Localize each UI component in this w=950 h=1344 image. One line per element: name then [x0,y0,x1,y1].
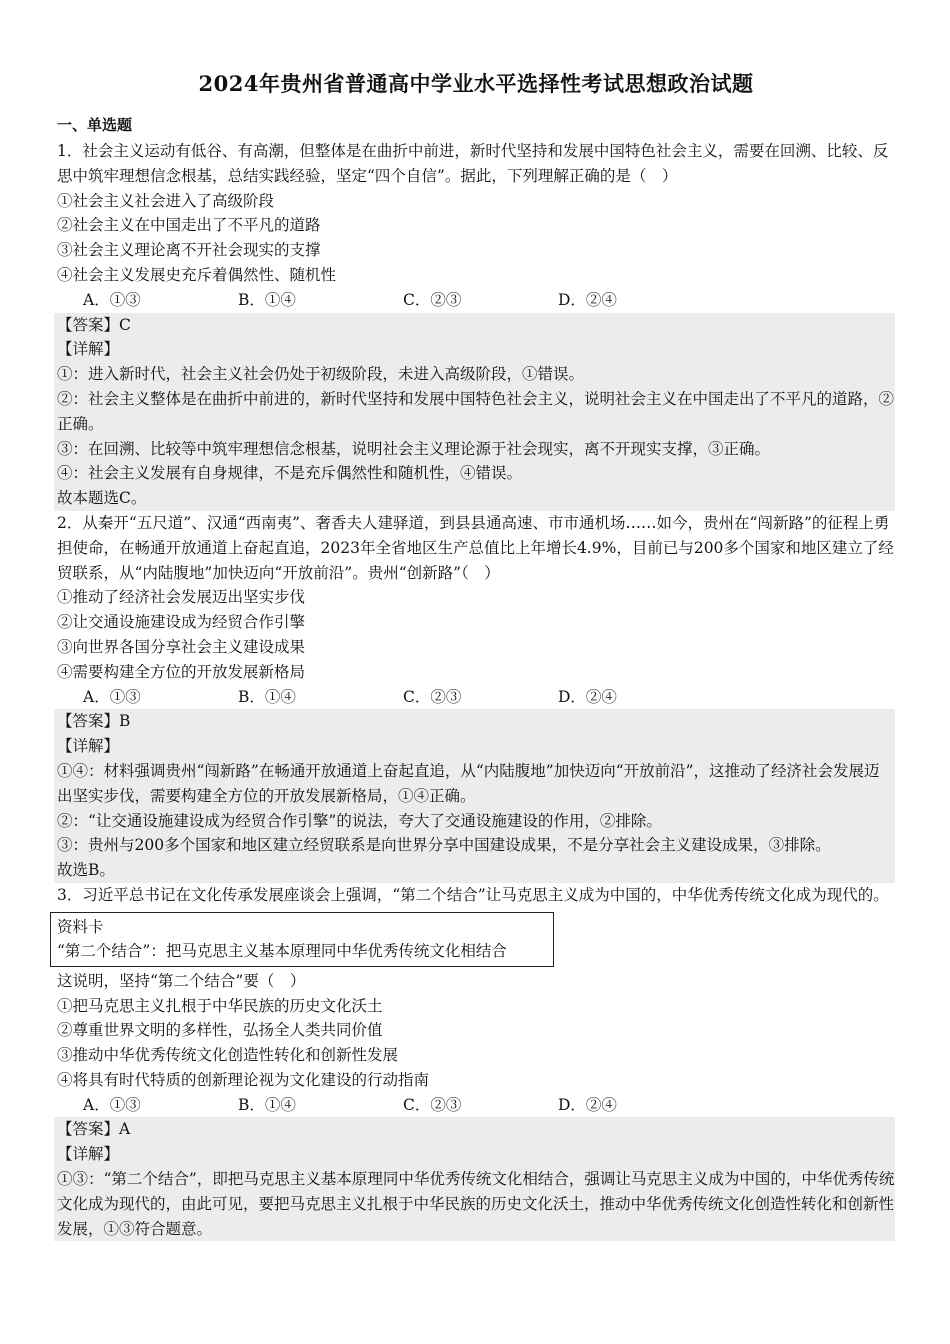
option-a: A．①③ [83,290,141,309]
detail-line: ④：社会主义发展有自身规律，不是充斥偶然性和随机性，④错误。 [57,464,523,483]
question-2 [57,511,895,883]
detail-line: ②：“让交通设施建设成为经贸合作引擎”的说法，夸大了交通设施建设的作用，②排除。 [57,811,662,830]
card-text: “第二个结合”：把马克思主义基本原理同中华优秀传统文化相结合 [57,941,507,960]
detail-line: 故选B。 [57,861,115,880]
choice-item: ①把马克思主义扎根于中华民族的历史文化沃土 [57,996,383,1015]
option-d: D．②④ [558,290,617,309]
detail-line: 故本题选C。 [57,489,147,508]
answer-label: 【答案】B [57,712,131,731]
exam-page [57,68,895,1241]
choice-item: ③推动中华优秀传统文化创造性转化和创新性发展 [57,1046,399,1065]
option-b: B．①④ [238,1095,296,1114]
card-title: 资料卡 [57,917,104,936]
answer-block [54,1117,895,1241]
option-c: C．②③ [403,290,462,309]
question-3 [57,883,895,1242]
detail-label: 【详解】 [57,737,120,756]
option-b: B．①④ [238,687,296,706]
detail-line: ③：贵州与200多个国家和地区建立经贸联系是向世界分享中国建设成果，不是分享社会主义建设成果，③排除。 [57,836,831,855]
option-a: A．①③ [83,687,141,706]
option-d: D．②④ [558,687,617,706]
answer-block [54,313,895,511]
choice-item: ②社会主义在中国走出了不平凡的道路 [57,216,321,235]
question-prompt: 这说明，坚持“第二个结合”要（ ） [57,971,306,990]
choice-item: ②让交通设施建设成为经贸合作引擎 [57,613,306,632]
option-c: C．②③ [403,687,462,706]
detail-line: ①③：“第二个结合”，即把马克思主义基本原理同中华优秀传统文化相结合，强调让马克思主义成为中国的，中华优秀传统文化成为现代的，由此可见，要把马克思主义扎根于中华民族的历史文化沃土，推动中华优秀传统文化创造性转化和创新性发展，①③符合题意。 [57,1170,895,1238]
question-stem: 3．习近平总书记在文化传承发展座谈会上强调，“第二个结合”让马克思主义成为中国的，中华优秀传统文化成为现代的。 [57,885,889,904]
detail-label: 【详解】 [57,340,120,359]
choice-item: ④社会主义发展史充斥着偶然性、随机性 [57,265,337,284]
option-c: C．②③ [403,1095,462,1114]
detail-line: ①：进入新时代，社会主义社会仍处于初级阶段，未进入高级阶段，①错误。 [57,365,585,384]
detail-line: ③：在回溯、比较等中筑牢理想信念根基，说明社会主义理论源于社会现实，离不开现实支撑，③正确。 [57,439,771,458]
choice-item: ③社会主义理论离不开社会现实的支撑 [57,241,321,260]
option-d: D．②④ [558,1095,617,1114]
answer-options [57,685,895,710]
answer-options [57,1093,895,1118]
page-title: 2024年贵州省普通高中学业水平选择性考试思想政治试题 [198,71,754,96]
choice-item: ④需要构建全方位的开放发展新格局 [57,662,306,681]
answer-block [54,709,895,883]
detail-line: ①④：材料强调贵州“闯新路”在畅通开放通道上奋起直追，从“内陆腹地”加快迈向“开放前沿”，这推动了经济社会发展迈出坚实步伐，需要构建全方位的开放发展新格局，①④正确。 [57,761,880,805]
option-a: A．①③ [83,1095,141,1114]
info-card [50,912,554,967]
question-stem: 2．从秦开“五尺道”、汉通“西南夷”、奢香夫人建驿道，到县县通高速、市市通机场……如今，贵州在“闯新路”的征程上勇担使命，在畅通开放通道上奋起直追，2023年全省地区生产总值比上年增长4.9%，目前已与200多个国家和地区建立了经贸联系，从“内陆腹地”加快迈向“开放前沿”。贵州“创新路”（ ） [57,513,894,582]
choice-item: ④将具有时代特质的创新理论视为文化建设的行动指南 [57,1070,430,1089]
choice-item: ①社会主义社会进入了高级阶段 [57,191,275,210]
choice-item: ③向世界各国分享社会主义建设成果 [57,637,306,656]
choice-item: ②尊重世界文明的多样性，弘扬全人类共同价值 [57,1021,383,1040]
option-b: B．①④ [238,290,296,309]
answer-label: 【答案】C [57,315,131,334]
question-1 [57,139,895,511]
section-heading: 一、单选题 [57,116,133,134]
answer-options [57,288,895,313]
question-stem: 1．社会主义运动有低谷、有高潮，但整体是在曲折中前进，新时代坚持和发展中国特色社会主义，需要在回溯、比较、反思中筑牢理想信念根基，总结实践经验，坚定“四个自信”。据此，下列理解正确的是（ ） [57,142,889,185]
detail-line: ②：社会主义整体是在曲折中前进的，新时代坚持和发展中国特色社会主义，说明社会主义在中国走出了不平凡的道路，②正确。 [57,389,895,433]
detail-label: 【详解】 [57,1145,120,1164]
choice-item: ①推动了经济社会发展迈出坚实步伐 [57,588,306,607]
answer-label: 【答案】A [57,1120,131,1139]
